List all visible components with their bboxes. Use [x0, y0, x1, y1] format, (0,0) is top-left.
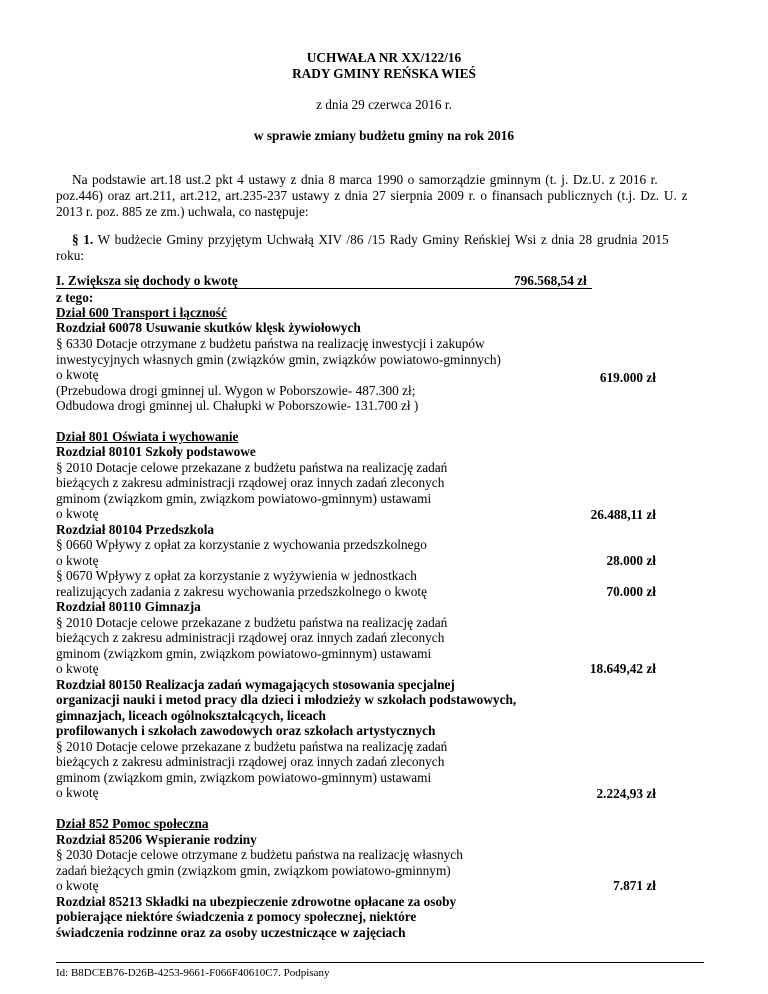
line: realizujących zadania z zakresu wychowania przedszkolnego o kwotę	[56, 584, 428, 599]
resolution-date: z dnia 29 czerwca 2016 r.	[316, 97, 452, 112]
line: zadań bieżących gmin (związkom gmin, związkom powiatowo-gminnym)	[56, 863, 451, 878]
line: § 6330 Dotacje otrzymane z budżetu państwa na realizację inwestycji i zakupów	[56, 336, 485, 351]
line: o kwotę	[56, 878, 99, 893]
paragraph-marker: § 1.	[72, 232, 94, 247]
preamble-line: poz.446) oraz art.211, art.212, art.235-237 ustawy z dnia 27 sierpnia 2009 r. o finansach publicznych (t.j. Dz. U. z	[56, 188, 688, 203]
income-increase-heading	[56, 274, 592, 289]
rozdzial-80104: Rozdział 80104 Przedszkola	[56, 522, 215, 537]
line: § 2030 Dotacje celowe otrzymane z budżetu państwa na realizację własnych	[56, 847, 463, 862]
line: § 0670 Wpływy z opłat za korzystanie z wyżywienia w jednostkach	[56, 568, 417, 583]
amount-60078: 619.000 zł	[599, 370, 656, 385]
rozdzial-85213: Rozdział 85213 Składki na ubezpieczenie zdrowotne opłacane za osoby	[56, 894, 457, 909]
rozdzial-80110: Rozdział 80110 Gimnazja	[56, 599, 201, 614]
paragraph-line: roku:	[56, 248, 85, 263]
council-name: RADY GMINY REŃSKA WIEŚ	[292, 66, 476, 81]
preamble-line: Na podstawie art.18 ust.2 pkt 4 ustawy z dnia 8 marca 1990 o samorządzie gminnym (t. j. Dz.U. z 2016 r.	[72, 172, 658, 187]
line: o kwotę	[56, 661, 99, 676]
line: Odbudowa drogi gminnej ul. Chałupki w Poborszowie- 131.700 zł )	[56, 398, 419, 413]
paragraph-1	[72, 232, 669, 248]
line: § 0660 Wpływy z opłat za korzystanie z wychowania przedszkolnego	[56, 537, 427, 552]
line: o kwotę	[56, 506, 99, 521]
amount-80104-0670: 70.000 zł	[606, 584, 656, 599]
line: bieżących z zakresu administracji rządowej oraz innych zadań zleconych	[56, 754, 445, 769]
line: inwestycyjnych własnych gmin (związków gmin, związków powiatowo-gminnych)	[56, 352, 501, 367]
line: pobierające niektóre świadczenia z pomocy społecznej, niektóre	[56, 909, 417, 924]
line: bieżących z zakresu administracji rządowej oraz innych zadań zleconych	[56, 630, 445, 645]
rozdzial-85206: Rozdział 85206 Wspieranie rodziny	[56, 832, 257, 847]
line: gminom (związkom gmin, związkom powiatowo-gminnym) ustawami	[56, 491, 432, 506]
of-which-label: z tego:	[56, 290, 94, 305]
resolution-subject: w sprawie zmiany budżetu gminy na rok 2016	[253, 128, 515, 143]
line: gminom (związkom gmin, związkom powiatowo-gminnym) ustawami	[56, 770, 432, 785]
line: bieżących z zakresu administracji rządowej oraz innych zadań zleconych	[56, 475, 445, 490]
rozdzial-60078: Rozdział 60078 Usuwanie skutków klęsk żywiołowych	[56, 320, 361, 335]
line: (Przebudowa drogi gminnej ul. Wygon w Poborszowie- 487.300 zł;	[56, 383, 416, 398]
amount-80110: 18.649,42 zł	[589, 661, 656, 676]
resolution-title: UCHWAŁA NR XX/122/16	[306, 50, 462, 65]
document-id: Id: B8DCEB76-D26B-4253-9661-F066F40610C7. Podpisany	[56, 967, 330, 979]
amount-80101: 26.488,11 zł	[590, 507, 656, 522]
dzial-801-title: Dział 801 Oświata i wychowanie	[56, 429, 239, 444]
amount-80150: 2.224,93 zł	[596, 786, 656, 801]
amount-85206: 7.871 zł	[613, 878, 656, 893]
preamble-line: 2013 r. poz. 885 ze zm.) uchwala, co następuje:	[56, 204, 309, 219]
section-heading-text: I. Zwiększa się dochody o kwotę	[56, 273, 238, 288]
line: świadczenia rodzinne oraz za osoby uczestniczące w zajęciach	[56, 925, 406, 940]
line: § 2010 Dotacje celowe przekazane z budżetu państwa na realizację zadań	[56, 460, 448, 475]
line: § 2010 Dotacje celowe przekazane z budżetu państwa na realizację zadań	[56, 739, 448, 754]
dzial-852-title: Dział 852 Pomoc społeczna	[56, 816, 209, 831]
line: o kwotę	[56, 367, 99, 382]
line: o kwotę	[56, 553, 99, 568]
line: § 2010 Dotacje celowe przekazane z budżetu państwa na realizację zadań	[56, 615, 448, 630]
paragraph-text: W budżecie Gminy przyjętym Uchwałą XIV /86 /15 Rady Gminy Reńskiej Wsi z dnia 28 grudnia 2015	[93, 232, 669, 247]
rozdzial-80150: Rozdział 80150 Realizacja zadań wymagających stosowania specjalnej	[56, 677, 455, 692]
line: gminom (związkom gmin, związkom powiatowo-gminnym) ustawami	[56, 646, 432, 661]
line: o kwotę	[56, 785, 99, 800]
rozdzial-80101: Rozdział 80101 Szkoły podstawowe	[56, 444, 256, 459]
footer-divider	[56, 962, 704, 963]
line: profilowanych i szkołach zawodowych oraz szkołach artystycznych	[56, 723, 436, 738]
dzial-600-title: Dział 600 Transport i łączność	[56, 305, 227, 320]
line: gimnazjach, liceach ogólnokształcących, liceach	[56, 708, 326, 723]
income-increase-total: 796.568,54 zł	[514, 273, 587, 288]
line: organizacji nauki i metod pracy dla dzieci i młodzieży w szkołach podstawowych,	[56, 692, 517, 707]
amount-80104-0660: 28.000 zł	[606, 553, 656, 568]
